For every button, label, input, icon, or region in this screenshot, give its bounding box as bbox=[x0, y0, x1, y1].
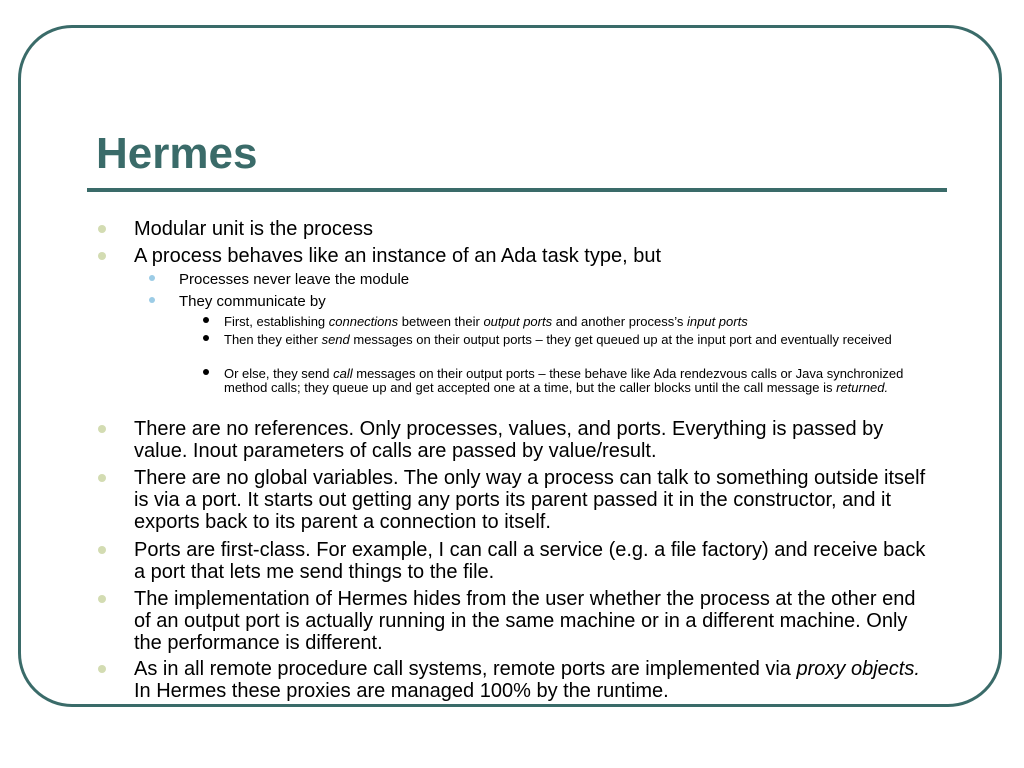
emphasized-term: returned. bbox=[836, 380, 889, 395]
bullet-item-level1 bbox=[134, 418, 934, 462]
bullet-dot-icon bbox=[98, 546, 106, 554]
bullet-text-segment: First, establishing bbox=[224, 314, 329, 329]
bullet-item-level1 bbox=[134, 658, 934, 702]
slide-title: Hermes bbox=[96, 129, 258, 178]
bullet-text-segment: messages on their output ports – they get queued up at the input port and eventually received bbox=[349, 332, 892, 347]
bullet-text-segment: There are no references. Only processes, values, and ports. Everything is passed by value. Inout parameters of calls are passed by value/result. bbox=[134, 418, 884, 462]
bullet-text bbox=[134, 539, 934, 583]
bullet-item-level1 bbox=[134, 218, 894, 240]
bullet-item-level1 bbox=[134, 467, 934, 533]
emphasized-term: proxy objects. bbox=[796, 658, 920, 680]
bullet-dot-icon bbox=[203, 335, 209, 341]
bullet-dot-icon bbox=[203, 317, 209, 323]
bullet-text-segment: and another process’s bbox=[552, 314, 687, 329]
bullet-text-segment: Ports are first-class. For example, I can call a service (e.g. a file factory) and receive back a port that lets me send things to the file. bbox=[134, 539, 926, 583]
bullet-item-level3 bbox=[224, 333, 904, 347]
bullet-text bbox=[134, 418, 934, 462]
bullet-text-segment: Modular unit is the process bbox=[134, 218, 374, 240]
emphasized-term: call bbox=[333, 366, 353, 381]
bullet-text-segment: In Hermes these proxies are managed 100% by the runtime. bbox=[134, 680, 669, 702]
bullet-item-level2 bbox=[179, 271, 879, 288]
bullet-text bbox=[134, 588, 934, 654]
bullet-item-level1 bbox=[134, 245, 894, 267]
bullet-item-level1 bbox=[134, 588, 934, 654]
bullet-item-level2 bbox=[179, 293, 879, 310]
bullet-text bbox=[179, 293, 879, 310]
emphasized-term: input ports bbox=[687, 314, 748, 329]
bullet-text-segment: Then they either bbox=[224, 332, 322, 347]
emphasized-term: connections bbox=[328, 314, 399, 329]
bullet-text-segment: They communicate by bbox=[179, 293, 326, 310]
bullet-text bbox=[224, 333, 904, 347]
bullet-text-segment: As in all remote procedure call systems, remote ports are implemented via bbox=[134, 658, 797, 680]
bullet-item-level3 bbox=[224, 367, 924, 395]
emphasized-term: send bbox=[321, 332, 350, 347]
bullet-dot-icon bbox=[98, 595, 106, 603]
bullet-text bbox=[134, 467, 934, 533]
bullet-text bbox=[134, 245, 894, 267]
bullet-text-segment: The implementation of Hermes hides from the user whether the process at the other end of an output port is actually running in the same machine or in a different machine. Only the performance is different. bbox=[134, 588, 916, 654]
bullet-text bbox=[134, 218, 894, 240]
bullet-text-segment: Or else, they send bbox=[224, 366, 334, 381]
bullet-text bbox=[134, 658, 934, 702]
bullet-dot-icon bbox=[203, 369, 209, 375]
bullet-text bbox=[179, 271, 879, 288]
bullet-dot-icon bbox=[98, 425, 106, 433]
bullet-text-segment: A process behaves like an instance of an Ada task type, but bbox=[134, 245, 662, 267]
bullet-dot-icon bbox=[149, 275, 155, 281]
bullet-text-segment: There are no global variables. The only way a process can talk to something outside itself is via a port. It starts out getting any ports its parent passed it in the constructor, and it exports back to its parent a connection to itself. bbox=[134, 467, 926, 533]
emphasized-term: output ports bbox=[483, 314, 553, 329]
bullet-dot-icon bbox=[98, 225, 106, 233]
bullet-dot-icon bbox=[98, 474, 106, 482]
bullet-text bbox=[224, 367, 924, 395]
bullet-dot-icon bbox=[149, 297, 155, 303]
bullet-dot-icon bbox=[98, 252, 106, 260]
bullet-text-segment: messages on their output ports – these behave like Ada rendezvous calls or Java synchronized method calls; they queue up and get accepted one at a time, but the caller blocks until the call message is bbox=[224, 366, 904, 395]
bullet-text-segment: between their bbox=[398, 314, 484, 329]
bullet-item-level3 bbox=[224, 315, 904, 329]
bullet-text bbox=[224, 315, 904, 329]
bullet-text-segment: Processes never leave the module bbox=[179, 271, 410, 288]
bullet-dot-icon bbox=[98, 665, 106, 673]
bullet-item-level1 bbox=[134, 539, 934, 583]
